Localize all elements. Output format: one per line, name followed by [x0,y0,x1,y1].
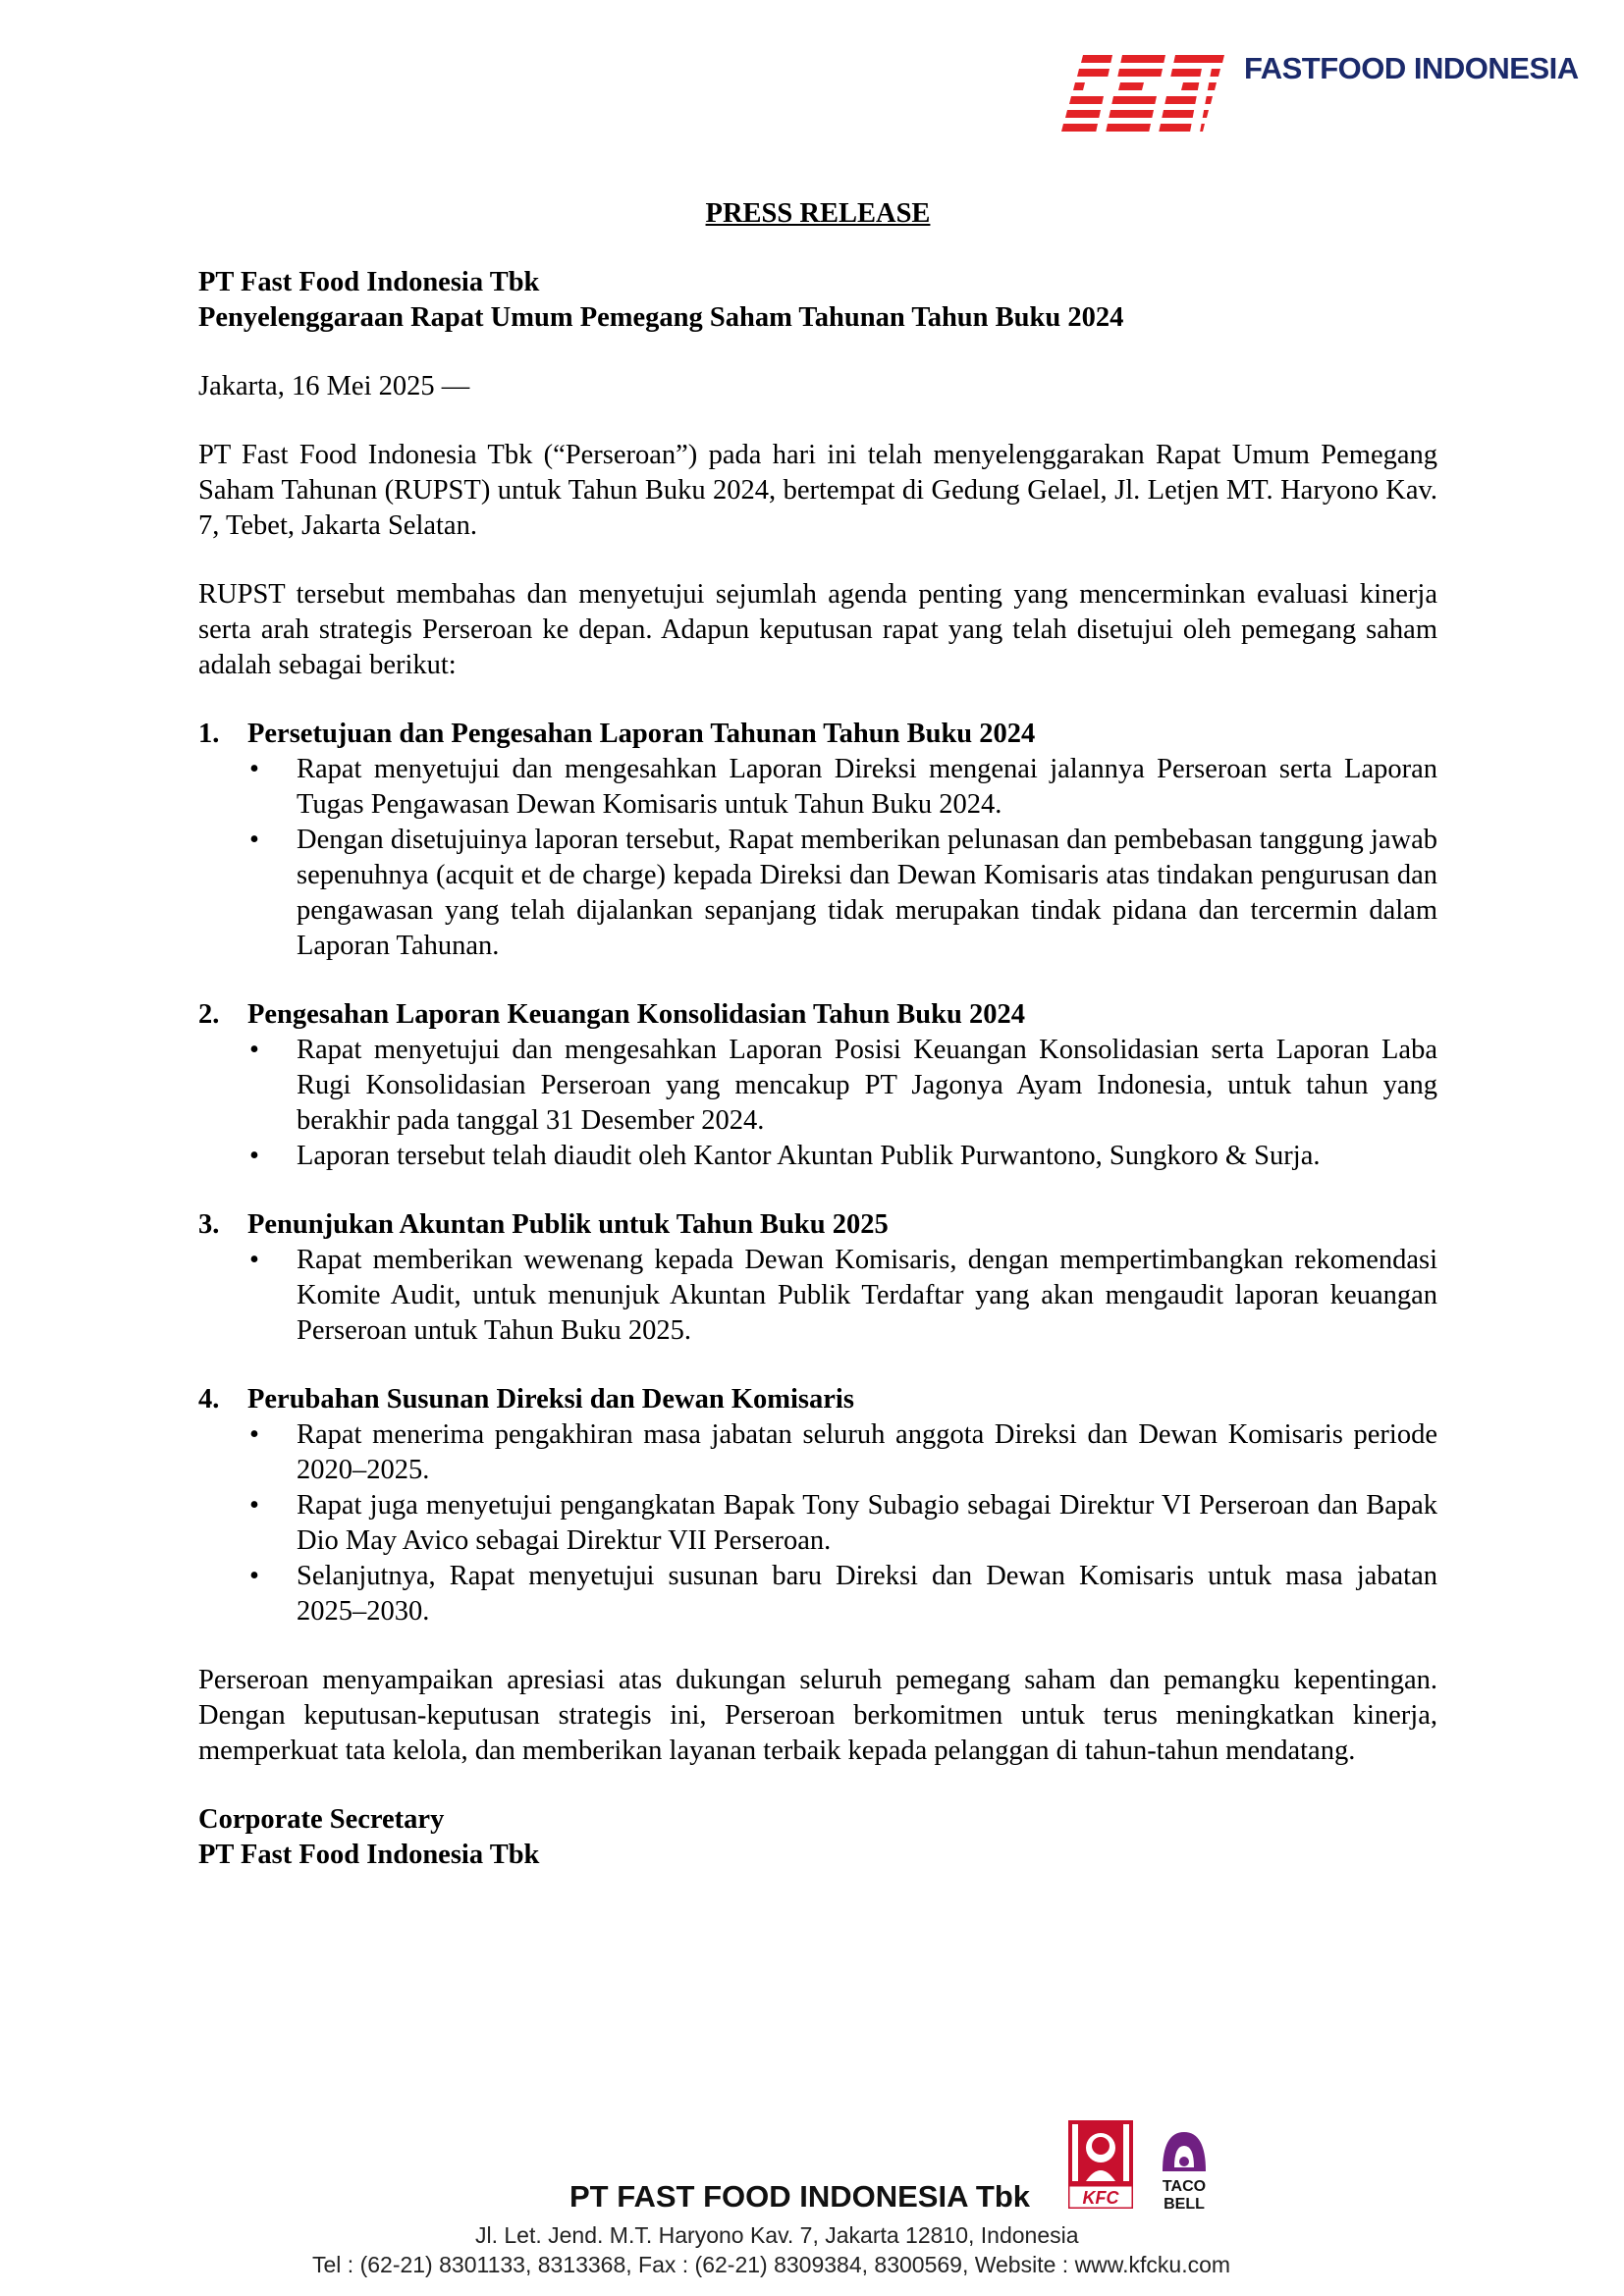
press-release-body [198,196,1437,1873]
list-item [198,1033,1437,1139]
list-item [198,1243,1437,1349]
kfc-logo-text: KFC [1082,2188,1119,2208]
agenda-section-2 [198,997,1437,1174]
taco-bell-logo-icon [1155,2128,1214,2216]
section-title: Persetujuan dan Pengesahan Laporan Tahunan Tahun Buku 2024 [247,719,1036,749]
logo-wordmark: FASTFOOD INDONESIA [1244,51,1579,85]
bullet-icon: • [249,825,259,855]
intro-paragraph: PT Fast Food Indonesia Tbk (“Perseroan”) pada hari ini telah menyelenggarakan Rapat Umum Pemegang Saham Tahunan (RUPST) untuk Tahun Buku 2024, bertempat di Gedung Gelael, Jl. Letjen MT. Haryono Kav. 7, Tebet, Jakarta Selatan. [198,440,1437,541]
list-item-text: Rapat menyetujui dan mengesahkan Laporan Posisi Keuangan Konsolidasian serta Laporan Laba Rugi Konsolidasian Perseroan yang mencakup PT Jagonya Ayam Indonesia, untuk tahun yang berakhir pada tanggal 31 Desember 2024. [297,1035,1437,1136]
list-item-text: Rapat memberikan wewenang kepada Dewan Komisaris, dengan mempertimbangkan rekomendasi Komite Audit, untuk menunjuk Akuntan Publik Terdaftar yang akan mengaudit laporan keuangan Perseroan untuk Tahun Buku 2025. [297,1245,1437,1346]
list-item [198,1559,1437,1629]
section-number: 1. [198,719,220,749]
bullet-list [198,752,1437,964]
signoff-company: PT Fast Food Indonesia Tbk [198,1840,540,1870]
section-title: Penunjukan Akuntan Publik untuk Tahun Buku 2025 [247,1209,889,1240]
bullet-list [198,1033,1437,1174]
list-item [198,1488,1437,1559]
signoff-role: Corporate Secretary [198,1804,445,1835]
ff-logo-mark-icon [1056,49,1232,139]
list-item-text: Rapat menyetujui dan mengesahkan Laporan Direksi mengenai jalannya Perseroan serta Laporan Tugas Pengawasan Dewan Komisaris untuk Tahun Buku 2024. [297,754,1437,820]
list-item [198,1417,1437,1488]
list-item-text: Selanjutnya, Rapat menyetujui susunan baru Direksi dan Dewan Komisaris untuk masa jabatan 2025–2030. [297,1561,1437,1627]
bullet-icon: • [249,1141,259,1171]
section-heading [198,1207,1437,1243]
section-heading [198,717,1437,752]
bullet-icon: • [249,1561,259,1591]
agenda-section-1 [198,717,1437,964]
agenda-section-4 [198,1382,1437,1629]
section-title: Perubahan Susunan Direksi dan Dewan Komisaris [247,1384,854,1415]
agenda-section-3 [198,1207,1437,1349]
list-item-text: Rapat menerima pengakhiran masa jabatan seluruh anggota Direksi dan Dewan Komisaris periode 2020–2025. [297,1419,1437,1485]
bullet-list [198,1417,1437,1629]
summary-paragraph: RUPST tersebut membahas dan menyetujui sejumlah agenda penting yang mencerminkan evaluasi kinerja serta arah strategis Perseroan ke depan. Adapun keputusan rapat yang telah disetujui oleh pemegang saham adalah sebagai berikut: [198,579,1437,680]
dateline: Jakarta, 16 Mei 2025 — [198,371,470,401]
list-item [198,752,1437,823]
footer-contact: Tel : (62-21) 8301133, 8313368, Fax : (62-21) 8309384, 8300569, Website : www.kfcku.com [312,2252,1231,2277]
footer-company-name: PT FAST FOOD INDONESIA Tbk [569,2179,1031,2214]
section-number: 2. [198,999,220,1030]
list-item-text: Dengan disetujuinya laporan tersebut, Rapat memberikan pelunasan dan pembebasan tanggung jawab sepenuhnya (acquit et de charge) kepada Direksi dan Dewan Komisaris atas tindakan pengurusan dan pengawasan yang telah dijalankan sepanjang tidak merupakan tindak pidana dan tercermin dalam Laporan Tahunan. [297,825,1437,961]
section-number: 3. [198,1209,220,1240]
page-title: PRESS RELEASE [705,198,931,229]
company-logo [1056,49,1579,139]
release-heading [198,265,1437,336]
list-item-text: Rapat juga menyetujui pengangkatan Bapak Tony Subagio sebagai Direktur VI Perseroan dan Bapak Dio May Avico sebagai Direktur VII Perseroan. [297,1490,1437,1556]
list-item [198,823,1437,964]
list-item-text: Laporan tersebut telah diaudit oleh Kantor Akuntan Publik Purwantono, Sungkoro & Surja. [297,1141,1321,1171]
list-item [198,1139,1437,1174]
bullet-icon: • [249,1419,259,1450]
footer-address: Jl. Let. Jend. M.T. Haryono Kav. 7, Jakarta 12810, Indonesia [475,2222,1079,2248]
company-name: PT Fast Food Indonesia Tbk [198,267,540,297]
bullet-list [198,1243,1437,1349]
bullet-icon: • [249,1035,259,1065]
letterhead-footer [0,2120,1624,2296]
section-heading [198,1382,1437,1417]
section-heading [198,997,1437,1033]
signoff-block [198,1802,1437,1873]
section-title: Pengesahan Laporan Keuangan Konsolidasian Tahun Buku 2024 [247,999,1025,1030]
kfc-logo-icon [1068,2120,1133,2209]
bullet-icon: • [249,754,259,784]
bullet-icon: • [249,1490,259,1521]
taco-logo-text: TACO [1162,2178,1207,2195]
svg-text:BELL: BELL [1164,2196,1205,2213]
bullet-icon: • [249,1245,259,1275]
release-subject: Penyelenggaraan Rapat Umum Pemegang Saham Tahunan Tahun Buku 2024 [198,302,1124,333]
section-number: 4. [198,1384,220,1415]
closing-paragraph: Perseroan menyampaikan apresiasi atas dukungan seluruh pemegang saham dan pemangku kepentingan. Dengan keputusan-keputusan strategis ini, Perseroan berkomitmen untuk terus meningkatkan kinerja, memperkuat tata kelola, dan memberikan layanan terbaik kepada pelanggan di tahun-tahun mendatang. [198,1665,1437,1766]
